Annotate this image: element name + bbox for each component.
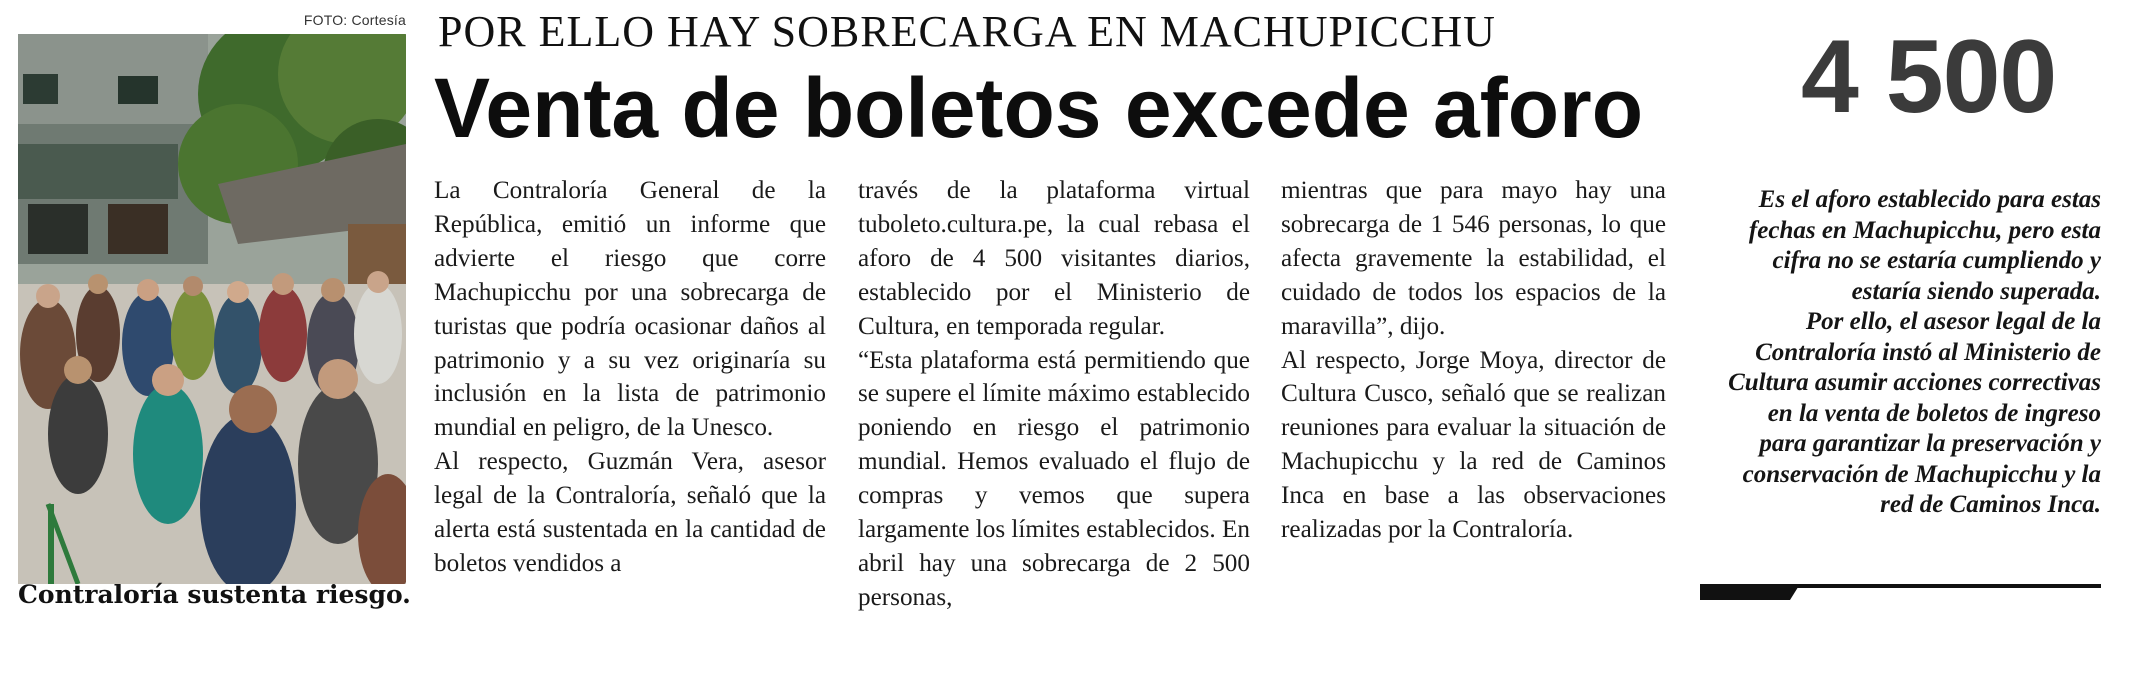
paragraph: través de la plataforma virtual tuboleto.cultura.pe, la cual rebasa el aforo de 4 500 visitantes diarios, establecido por el Ministerio de Cultura, en temporada regular.: [858, 177, 1250, 340]
article-kicker: POR ELLO HAY SOBRECARGA EN MACHUPICCHU: [438, 7, 1496, 56]
sidebar-rule-accent: [1700, 584, 1800, 600]
paragraph: “Esta plataforma está permitiendo que se supere el límite máximo establecido poniendo en riesgo el patrimonio mundial. Hemos evaluado el flujo de compras y vemos que supera largamente los límites establecidos. En abril hay una sobrecarga de 2 500 personas,: [858, 346, 1250, 611]
article-column-3: [1281, 174, 1666, 547]
article-column-2: [858, 174, 1250, 615]
news-photo: [18, 34, 406, 584]
paragraph: Al respecto, Jorge Moya, director de Cultura Cusco, señaló que se realizan reuniones para evaluar la situación de Machupicchu y la red de Caminos Inca en base a las observaciones realizadas por la Contraloría.: [1281, 346, 1666, 544]
paragraph: mientras que para mayo hay una sobrecarga de 1 546 personas, lo que afecta gravemente la estabilidad, el cuidado de todos los espacios de la maravilla”, dijo.: [1281, 177, 1666, 340]
photo-caption: Contraloría sustenta riesgo.: [18, 580, 411, 609]
photo-credit: FOTO: Cortesía: [303, 12, 406, 28]
highlight-number: 4 500: [1801, 19, 2057, 135]
sidebar-text: [1721, 185, 2101, 521]
sidebar-paragraph: Es el aforo establecido para estas fechas en Machupicchu, pero esta cifra no se estaría cumpliendo y estaría siendo superada.: [1748, 186, 2101, 305]
paragraph: La Contraloría General de la República, emitió un informe que advierte el riesgo que corre Machupicchu por una sobrecarga de turistas que podría ocasionar daños al patrimonio y a su vez originaría su inclusión en la lista de patrimonio mundial en peligro, de la Unesco.: [434, 177, 826, 442]
sidebar-paragraph: Por ello, el asesor legal de la Contraloría instó al Ministerio de Cultura asumir acciones correctivas en la venta de boletos de ingreso para garantizar la preservación y conservación de Machupicchu y la red de Caminos Inca.: [1728, 308, 2101, 518]
article-headline: Venta de boletos excede aforo: [434, 61, 1644, 155]
article-column-1: [434, 174, 826, 581]
paragraph: Al respecto, Guzmán Vera, asesor legal de la Contraloría, señaló que la alerta está sustentada en la cantidad de boletos vendidos a: [434, 448, 826, 577]
